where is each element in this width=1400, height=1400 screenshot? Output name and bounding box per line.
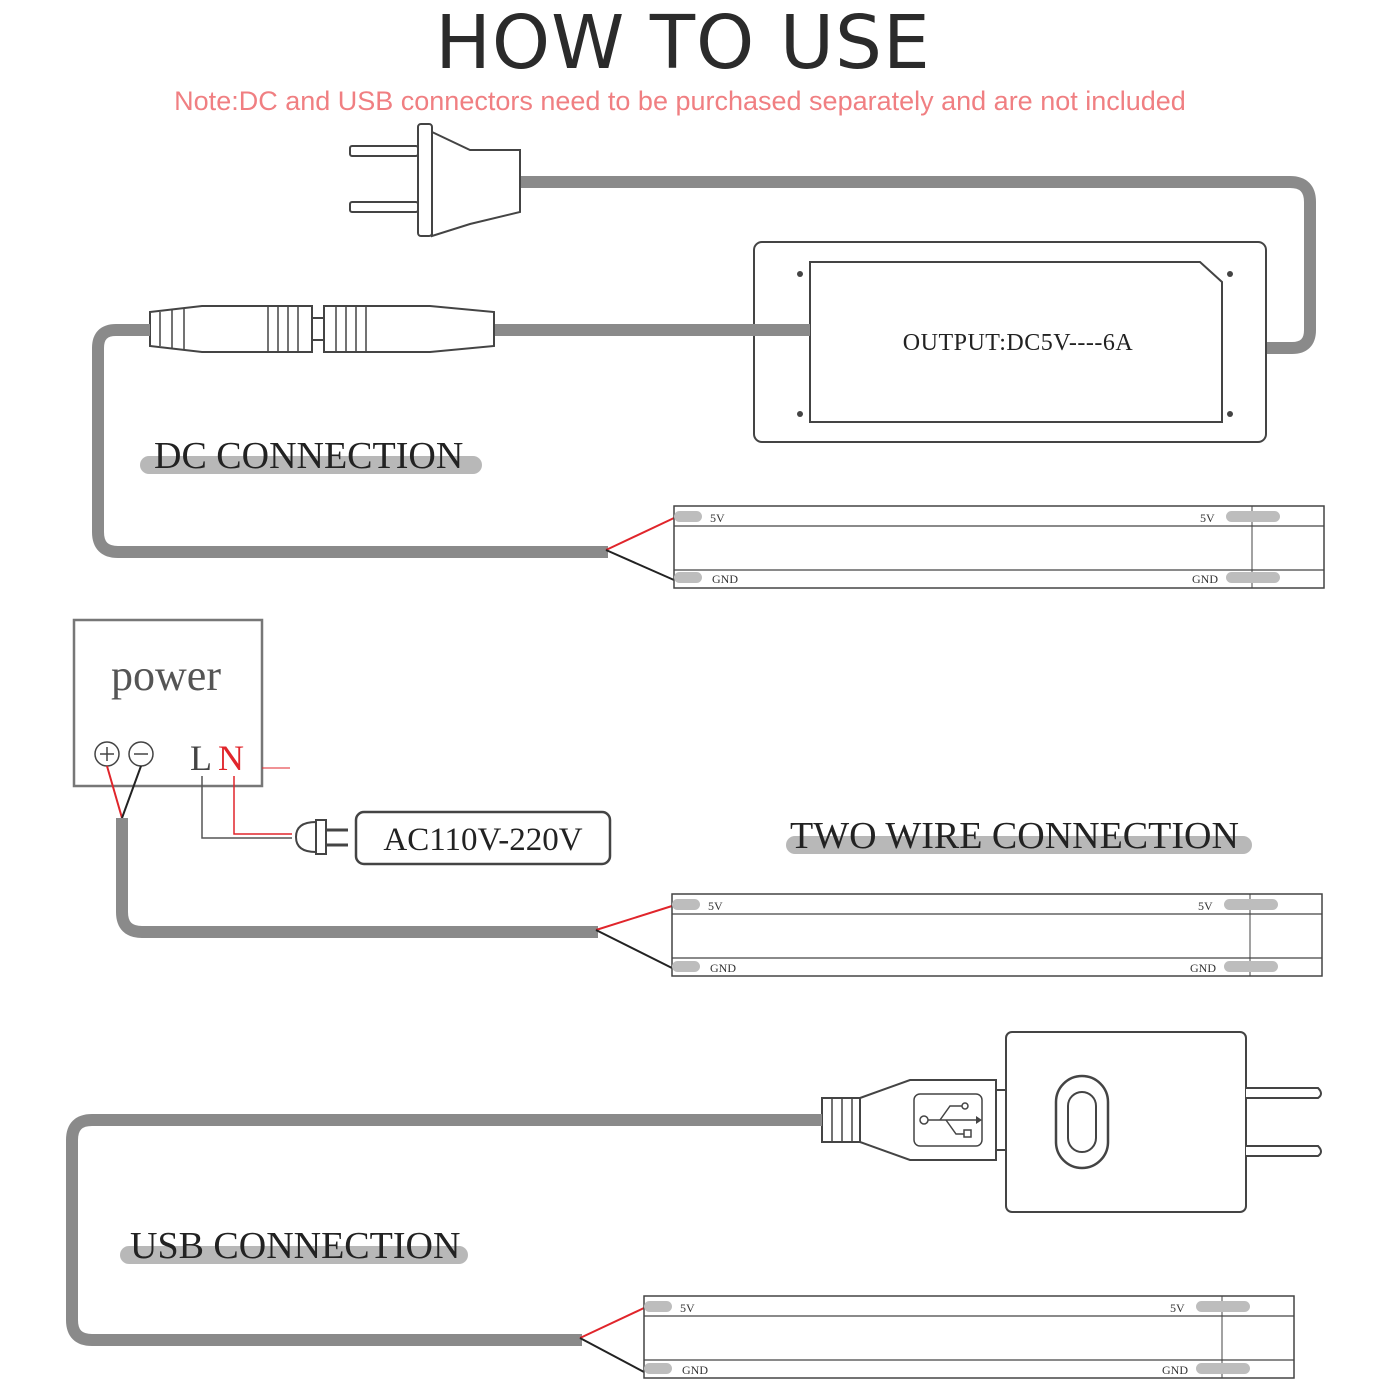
dc-connection-label: DC CONNECTION xyxy=(154,435,464,477)
terminal-l-label: L xyxy=(190,738,212,778)
connector-note: Note:DC and USB connectors need to be purchased separately and are not included xyxy=(174,86,1186,116)
terminal-n-label: N xyxy=(218,738,244,778)
led-strip-2 xyxy=(596,894,1322,976)
usb-plug xyxy=(822,1080,1006,1160)
strip2-gnd-left: GND xyxy=(710,961,736,975)
strip2-5v-left: 5V xyxy=(708,899,723,913)
two-wire-connection-group xyxy=(74,620,1322,976)
power-adapter xyxy=(754,242,1266,442)
power-supply-box xyxy=(74,620,290,786)
strip1-5v-right: 5V xyxy=(1200,511,1215,525)
strip2-gnd-right: GND xyxy=(1190,961,1216,975)
strip1-gnd-right: GND xyxy=(1192,572,1218,586)
usb-connection-group xyxy=(72,1032,1321,1378)
ac-voltage-label: AC110V-220V xyxy=(383,822,583,858)
page-title: HOW TO USE xyxy=(435,0,931,86)
wall-plug-icon xyxy=(350,124,520,236)
strip3-5v-left: 5V xyxy=(680,1301,695,1315)
led-strip-3 xyxy=(580,1296,1294,1378)
usb-charger xyxy=(1006,1032,1321,1212)
usb-connection-label: USB CONNECTION xyxy=(130,1225,461,1267)
strip3-5v-right: 5V xyxy=(1170,1301,1185,1315)
strip3-gnd-right: GND xyxy=(1162,1363,1188,1377)
adapter-output-label: OUTPUT:DC5V----6A xyxy=(902,330,1134,356)
two-wire-connection-label: TWO WIRE CONNECTION xyxy=(790,815,1239,857)
dc-connection-group xyxy=(98,124,1324,588)
strip2-5v-right: 5V xyxy=(1198,899,1213,913)
power-box-label: power xyxy=(111,651,221,700)
led-strip-1 xyxy=(606,506,1324,588)
strip1-gnd-left: GND xyxy=(712,572,738,586)
ac-plug-icon xyxy=(296,820,348,854)
dc-connector-icon xyxy=(150,306,494,352)
strip3-gnd-left: GND xyxy=(682,1363,708,1377)
strip1-5v-left: 5V xyxy=(710,511,725,525)
